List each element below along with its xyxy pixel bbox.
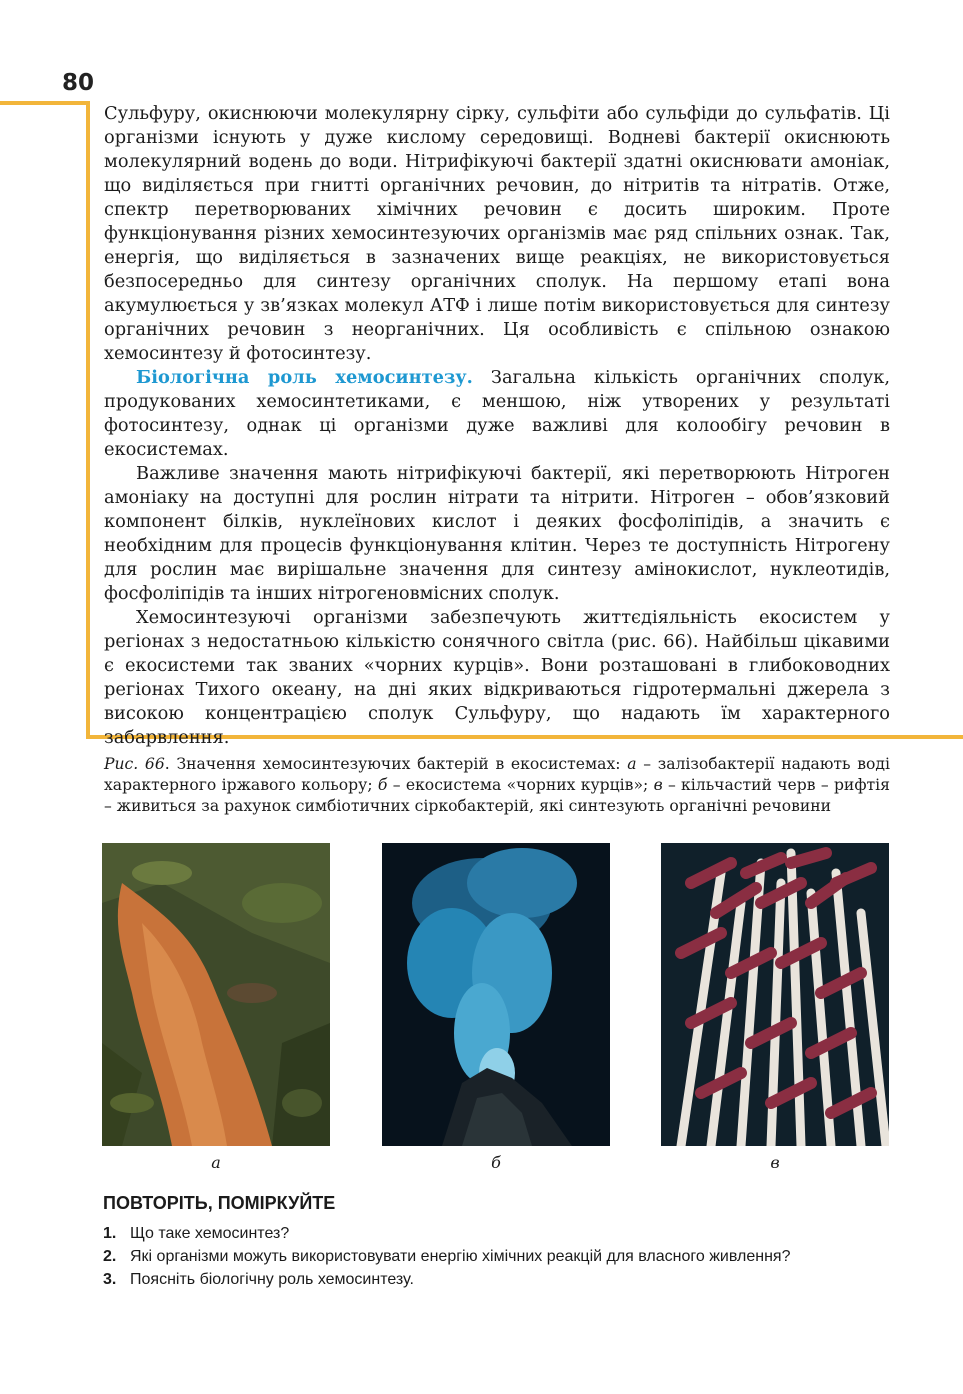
- photo-black-smokers: [382, 843, 610, 1146]
- section-heading: Біологічна роль хемосинтезу.: [136, 367, 473, 388]
- caption-letter-b: б: [377, 776, 388, 794]
- question-number: 3.: [103, 1271, 117, 1288]
- top-accent-rule: [0, 101, 88, 105]
- paragraph-3: Важливе значення мають нітрифікуючі бактерії, які перетворюють Нітроген амоніаку на доступні для рослин нітрати та нітрити. Нітроген – обов’язковий компонент білків, нуклеїнових кислот і деяких фосфоліпідів, а значить є необхідним для процесів функціонування клітин. Через те доступність Нітрогену для рослин має вирішальне значення для синтезу амінокислот, нуклеотидів, фосфоліпідів та інших нітрогеновмісних сполук.: [104, 463, 890, 604]
- caption-text-b: – екосистема «чорних курців»;: [387, 776, 654, 794]
- review-heading: ПОВТОРІТЬ, ПОМІРКУЙТЕ: [103, 1193, 336, 1213]
- paragraph-4: Хемосинтезуючі організми забезпечують життєдіяльність екосистем у регіонах з недостатньою кількістю сонячного світла (рис. 66). Найбільш цікавими є екосистеми так званих «чорних курців». Вони розташовані в глибоководних регіонах Тихого океану, на дні яких відкриваються гідротермальні джерела з високою концентрацією сполук Сульфуру, що надають їм характерного забарвлення.: [104, 607, 890, 748]
- question-text: Що таке хемосинтез?: [130, 1225, 290, 1242]
- caption-letter-c: в: [653, 776, 663, 794]
- question-item: [103, 1245, 933, 1268]
- figure-label: Рис. 66: [104, 755, 165, 773]
- caption-text-c: – кільчастий черв – рифтія – живиться за рахунок симбіотичних сіркобактерій, які синтезують органічні речовини: [104, 776, 890, 815]
- photo-label-c: в: [770, 1153, 780, 1172]
- paragraph-1: Сульфуру, окиснюючи молекулярну сірку, сульфіти або сульфіди до сульфатів. Ці організми існують у дуже кислому середовищі. Водневі бактерії окиснюють молекулярний водень до води. Нітрифікуючі бактерії здатні окиснювати амоніак, що виділяється при гнитті органічних речовин, до нітритів та нітратів. Отже, спектр перетворюваних хімічних речовин є досить широким. Проте функціонування різних хемосинтезуючих організмів має ряд спільних ознак. Так, енергія, що виділяється в зазначених вище реакціях, не використовується безпосередньо для синтезу органічних сполук. На першому етапі вона акумулюється у зв’язках молекул АТФ і лише потім використовується для синтезу органічних речовин з неорганічних. Ця особливість є спільною ознакою хемосинтезу й фотосинтезу.: [104, 103, 890, 364]
- question-item: [103, 1222, 933, 1245]
- paragraph-2-text: Загальна кількість органічних сполук, продукованих хемосинтетиками, є меншою, ніж утворених у результаті фотосинтезу, однак ці організми дуже важливі для колообігу речовин в екосистемах.: [104, 367, 890, 460]
- question-number: 2.: [103, 1248, 117, 1265]
- review-questions: [103, 1222, 933, 1291]
- caption-letter-a: а: [627, 755, 637, 773]
- question-number: 1.: [103, 1225, 117, 1242]
- photo-label-a: а: [211, 1153, 221, 1172]
- main-text-block: [104, 102, 890, 750]
- photo-tube-worms: [661, 843, 889, 1146]
- figure-caption: [104, 754, 890, 817]
- caption-intro: . Значення хемосинтезуючих бактерій в екосистемах:: [164, 755, 628, 773]
- question-text: Які організми можуть використовувати енергію хімічних реакцій для власного живлення?: [130, 1248, 791, 1265]
- side-accent-rule: [86, 101, 90, 737]
- question-text: Поясніть біологічну роль хемосинтезу.: [130, 1271, 414, 1288]
- page-number: 80: [62, 70, 95, 96]
- caption-text-a: – залізобактерії надають воді характерного іржавого кольору;: [104, 755, 890, 794]
- photo-iron-bacteria: [102, 843, 330, 1146]
- question-item: [103, 1268, 933, 1291]
- paragraph-2: [104, 366, 890, 462]
- photo-label-b: б: [491, 1153, 501, 1172]
